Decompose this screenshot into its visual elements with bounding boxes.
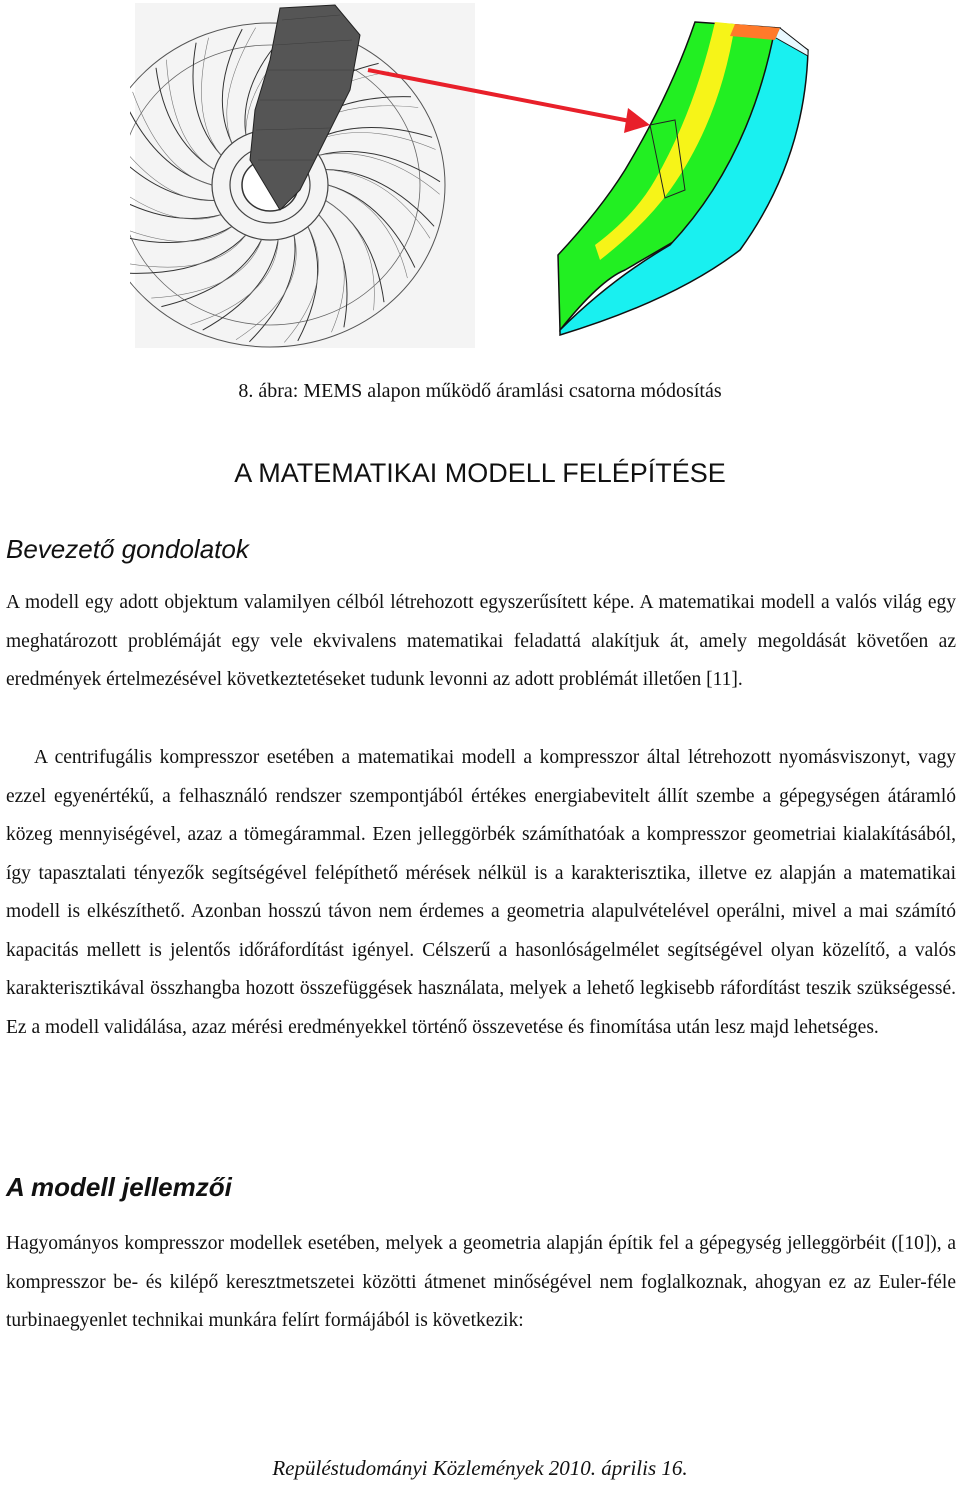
paragraph-traditional-models: Hagyományos kompresszor modellek esetében, melyek a geometria alapján építik fel a gépegység jelleggörbéit ([10]), a kompresszor be- és kilépő keresztmetszetei közötti átmenet minőségével nem foglalkoznak, ahogyan ez az Euler-féle turbinaegyenlet technikai munkára felírt formájából is következik: (6, 1233, 956, 1331)
flow-channel-model-image (558, 22, 808, 335)
subheading-introduction: Bevezető gondolatok (6, 534, 249, 564)
figure-caption: 8. ábra: MEMS alapon működő áramlási csatorna módosítás (238, 380, 722, 402)
page-footer: Repüléstudományi Közlemények 2010. április 16. (272, 1456, 688, 1480)
section-title: A MATEMATIKAI MODELL FELÉPÍTÉSE (234, 458, 726, 488)
figure-compressor-flow-channel (130, 0, 830, 350)
subheading-model-characteristics: A modell jellemzői (6, 1172, 232, 1202)
impeller-wireframe-image (130, 3, 475, 348)
paragraph-intro: A modell egy adott objektum valamilyen célból létrehozott egyszerűsített képe. A matematikai modell a valós világ egy meghatározott problémáját egy vele ekvivalens matematikai feladattá alakítjuk át, amely megoldását követően az eredmények értelmezésével következtetéseket tudunk levonni az adott problémát illetően [11]. (6, 592, 956, 690)
paragraph-centrifugal-compressor: A centrifugális kompresszor esetében a matematikai modell a kompresszor által létrehozott nyomásviszonyt, vagy ezzel egyenértékű, a felhasználó rendszer szempontjából értékes energiabevitelt állít szembe a gépegységen átáramló közeg mennyiségével, azaz a tömegárammal. Ezen jelleggörbék számíthatóak a kompresszor geometriai kialakításából, így tapasztalati tényezők segítségével felépíthető mérések nélkül is a karakterisztika, illetve ez alapján a matematikai modell is elkészíthető. Azonban hosszú távon nem érdemes a geometria alapulvételével operálni, mivel a mai számító kapacitás mellett is jelentős időráfordítást igényel. Célszerű a hasonlóságelmélet segítségével olyan közelítő, a valós karakterisztikával összhangba hozott összefüggések használata, melyek a lehető legkisebb ráfordítást teszik szükségessé. Ez a modell validálása, azaz mérési eredményekkel történő összevetése és finomítása után lesz majd lehetséges. (6, 747, 956, 1038)
